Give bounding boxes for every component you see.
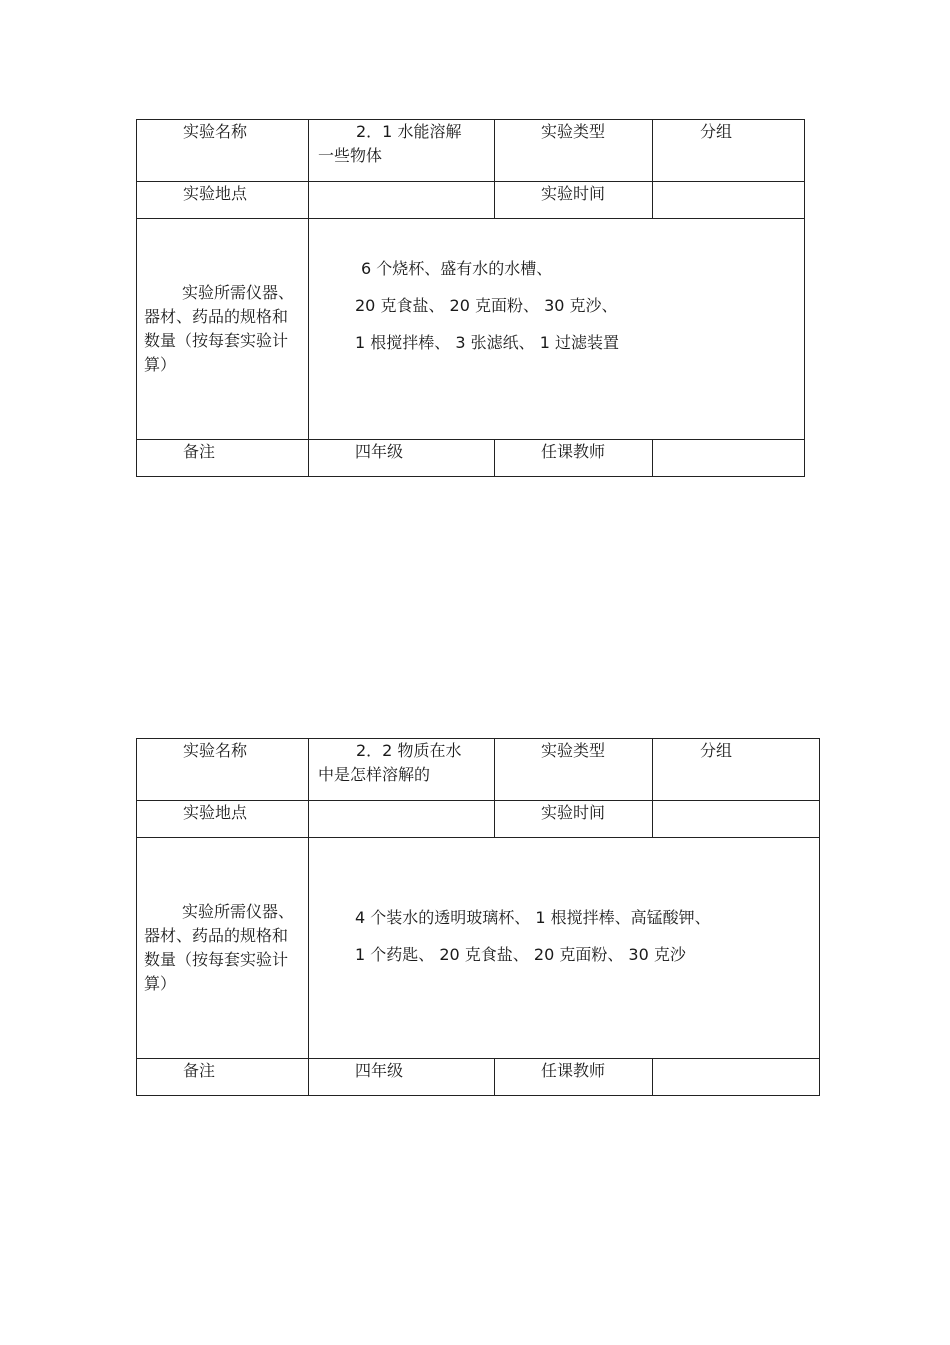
experiment-name-line-1: 2．1 水能溶解 [356,122,462,141]
requirements-line: 4 个装水的透明玻璃杯、 1 根搅拌棒、高锰酸钾、 [355,908,711,927]
remark-label-cell [137,440,309,477]
experiment-name-label: 实验名称 [183,122,248,141]
experiment-type-label-cell [495,120,653,182]
experiment-name-line-2: 一些物体 [318,146,383,165]
teacher-label-cell [495,440,653,477]
remark-label: 备注 [183,442,216,461]
remark-value-cell [309,1059,495,1096]
experiment-name-line-1: 2．2 物质在水 [356,741,462,760]
experiment-type-value: 分组 [700,741,733,760]
experiment-type-value: 分组 [700,122,733,141]
experiment-place-label: 实验地点 [183,803,248,822]
teacher-label: 任课教师 [541,1061,606,1080]
experiment-type-label-cell [495,739,653,801]
experiment-type-label: 实验类型 [541,741,606,760]
requirements-label: 实验所需仪器、器材、药品的规格和数量（按每套实验计算） [144,283,295,374]
experiment-name-value-cell [309,120,495,182]
experiment-place-value [309,801,495,838]
experiment-type-label: 实验类型 [541,122,606,141]
experiment-name-label-cell [137,739,309,801]
experiment-time-value [653,182,805,219]
requirements-line: 20 克食盐、 20 克面粉、 30 克沙、 [355,295,618,315]
experiment-place-label-cell [137,182,309,219]
experiment-name-value [309,120,494,168]
experiment-time-label: 实验时间 [541,803,606,822]
experiment-name-label: 实验名称 [183,741,248,760]
requirements-label: 实验所需仪器、器材、药品的规格和数量（按每套实验计算） [144,902,295,993]
experiment-time-label-cell [495,182,653,219]
experiment-place-value [309,182,495,219]
experiment-time-value [653,801,820,838]
teacher-label-cell [495,1059,653,1096]
remark-label: 备注 [183,1061,216,1080]
experiment-place-label-cell [137,801,309,838]
requirements-label-cell [137,219,309,440]
remark-value: 四年级 [355,1061,404,1080]
experiment-table-2 [136,738,820,1096]
experiment-name-line-2: 中是怎样溶解的 [318,765,431,784]
teacher-value [653,1059,820,1096]
requirements-line: 6 个烧杯、盛有水的水槽、 [361,258,553,278]
experiment-type-value-cell [653,739,820,801]
requirements-label-cell [137,838,309,1059]
requirements-line: 1 个药匙、 20 克食盐、 20 克面粉、 30 克沙 [355,945,686,964]
requirements-line: 1 根搅拌棒、 3 张滤纸、 1 过滤装置 [355,332,619,352]
teacher-value [653,440,805,477]
experiment-name-label-cell [137,120,309,182]
experiment-name-value-cell [309,739,495,801]
teacher-label: 任课教师 [541,442,606,461]
experiment-place-label: 实验地点 [183,184,248,203]
requirements-value-cell [309,838,820,1059]
experiment-name-value [309,739,494,787]
experiment-table-1 [136,119,805,477]
remark-value-cell [309,440,495,477]
requirements-value-cell [309,219,805,440]
experiment-type-value-cell [653,120,805,182]
remark-label-cell [137,1059,309,1096]
remark-value: 四年级 [355,442,404,461]
experiment-time-label-cell [495,801,653,838]
experiment-time-label: 实验时间 [541,184,606,203]
